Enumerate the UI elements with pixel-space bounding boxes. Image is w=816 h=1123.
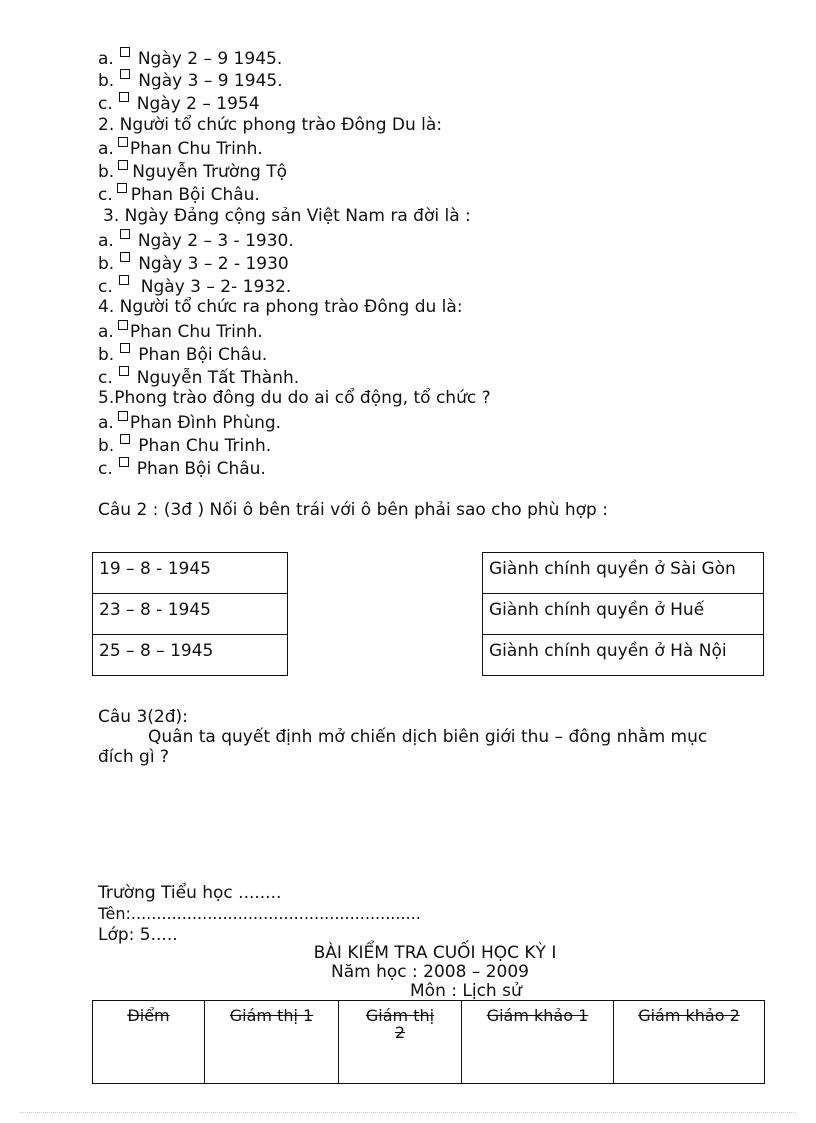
q2-option-c: c. Phan Bội Châu.: [98, 185, 260, 205]
cau3-body: Quân ta quyết định mở chiến dịch biên giới thu – đông nhằm mục đích gì ?: [98, 727, 708, 767]
q4-option-a: a. Phan Chu Trinh.: [98, 322, 263, 342]
q5-option-a: a. Phan Đình Phùng.: [98, 413, 282, 433]
left-cell: 19 – 8 - 1945: [93, 553, 288, 594]
q5-question: 5.Phong trào đông du do ai cổ động, tổ chức ?: [98, 388, 491, 408]
right-cell: Giành chính quyền ở Huế: [483, 594, 764, 635]
cau2-title: Câu 2 : (3đ ) Nối ô bên trái với ô bên phải sao cho phù hợp :: [98, 500, 608, 520]
grade-col-examiner-2: Giám khảo 2: [614, 1001, 765, 1084]
cau2-left-table: [92, 552, 288, 676]
checkbox-icon[interactable]: [120, 343, 130, 353]
right-cell: Giành chính quyền ở Hà Nội: [483, 635, 764, 676]
checkbox-icon[interactable]: [117, 183, 127, 193]
cau2-right-table: [482, 552, 764, 676]
left-cell: 25 – 8 – 1945: [93, 635, 288, 676]
grade-table: [92, 1000, 765, 1084]
test-title: BÀI KIỂM TRA CUỐI HỌC KỲ I: [313, 943, 557, 963]
checkbox-icon[interactable]: [118, 320, 128, 330]
q2-option-a: a. Phan Chu Trinh.: [98, 139, 263, 159]
q1-option-c: c. Ngày 2 – 1954: [98, 94, 260, 114]
left-cell: 23 – 8 - 1945: [93, 594, 288, 635]
checkbox-icon[interactable]: [119, 457, 129, 467]
checkbox-icon[interactable]: [118, 137, 128, 147]
checkbox-icon[interactable]: [119, 275, 129, 285]
q2-option-b: b. Nguyễn Trường Tộ: [98, 162, 287, 182]
student-name-field[interactable]: Tên:.........................................................: [98, 904, 421, 923]
q5-option-c: c. Phan Bội Châu.: [98, 459, 266, 479]
checkbox-icon[interactable]: [119, 92, 129, 102]
checkbox-icon[interactable]: [119, 366, 129, 376]
page-bottom-divider: [20, 1112, 796, 1113]
right-cell: Giành chính quyền ở Sài Gòn: [483, 553, 764, 594]
q1-option-b: b. Ngày 3 – 9 1945.: [98, 71, 283, 91]
q2-question: 2. Người tổ chức phong trào Đông Du là:: [98, 115, 443, 135]
school-name: Trường Tiểu học ........: [98, 883, 282, 903]
q1-option-a: a. Ngày 2 – 9 1945.: [98, 49, 283, 69]
checkbox-icon[interactable]: [118, 160, 128, 170]
checkbox-icon[interactable]: [120, 229, 130, 239]
checkbox-icon[interactable]: [120, 252, 130, 262]
student-class-field: Lớp: 5.....: [98, 925, 178, 945]
cau3-title: Câu 3(2đ):: [98, 707, 188, 727]
grade-col-score: Điểm: [93, 1001, 205, 1084]
q3-option-c: c. Ngày 3 – 2- 1932.: [98, 277, 292, 297]
grade-col-supervisor-2: Giám thị 2: [339, 1001, 462, 1084]
checkbox-icon[interactable]: [120, 47, 130, 57]
q4-question: 4. Người tổ chức ra phong trào Đông du là:: [98, 297, 463, 317]
subject: Môn : Lịch sử: [410, 981, 522, 1001]
q3-option-b: b. Ngày 3 – 2 - 1930: [98, 254, 289, 274]
school-year: Năm học : 2008 – 2009: [331, 962, 529, 982]
q5-option-b: b. Phan Chu Trinh.: [98, 436, 272, 456]
q3-question: 3. Ngày Đảng cộng sản Việt Nam ra đời là :: [103, 206, 471, 226]
q4-option-c: c. Nguyễn Tất Thành.: [98, 368, 300, 388]
checkbox-icon[interactable]: [120, 69, 130, 79]
checkbox-icon[interactable]: [118, 411, 128, 421]
q4-option-b: b. Phan Bội Châu.: [98, 345, 268, 365]
grade-col-supervisor-1: Giám thị 1: [205, 1001, 339, 1084]
checkbox-icon[interactable]: [120, 434, 130, 444]
q3-option-a: a. Ngày 2 – 3 - 1930.: [98, 231, 294, 251]
grade-col-examiner-1: Giám khảo 1: [462, 1001, 614, 1084]
